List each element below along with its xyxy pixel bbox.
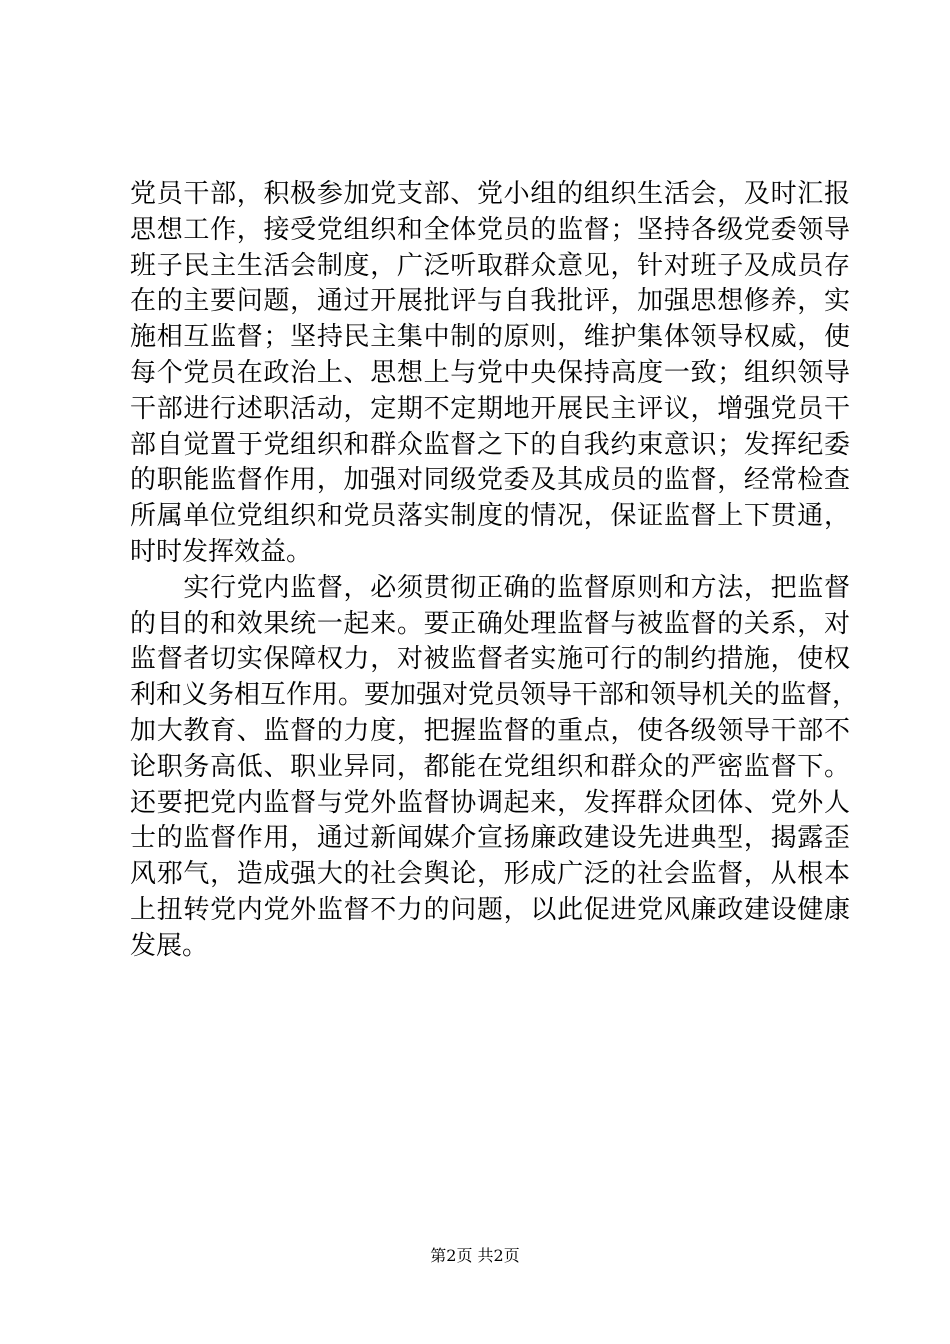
- text-line: 班子民主生活会制度，广泛听取群众意见，针对班子及成员存: [130, 250, 850, 281]
- text-line: 发展。: [130, 930, 209, 961]
- text-line: 论职务高低、职业异同，都能在党组织和群众的严密监督下。: [130, 751, 850, 782]
- text-line: 时时发挥效益。: [130, 536, 313, 567]
- text-line: 风邪气，造成强大的社会舆论，形成广泛的社会监督，从根本: [130, 859, 850, 890]
- page-footer: 第2页 共2页: [430, 1246, 520, 1265]
- text-line: 还要把党内监督与党外监督协调起来，发挥群众团体、党外人: [130, 787, 850, 818]
- text-line: 加大教育、监督的力度，把握监督的重点，使各级领导干部不: [130, 715, 850, 746]
- text-line: 监督者切实保障权力，对被监督者实施可行的制约措施，使权: [130, 644, 850, 675]
- text-line: 每个党员在政治上、思想上与党中央保持高度一致；组织领导: [130, 357, 850, 388]
- text-line: 利和义务相互作用。要加强对党员领导干部和领导机关的监督，: [130, 680, 859, 711]
- body-text: [130, 177, 859, 965]
- text-line: 的目的和效果统一起来。要正确处理监督与被监督的关系，对: [130, 608, 850, 639]
- text-line: 部自觉置于党组织和群众监督之下的自我约束意识；发挥纪委: [130, 429, 850, 460]
- text-line: 思想工作，接受党组织和全体党员的监督；坚持各级党委领导: [130, 214, 850, 245]
- text-line: 实行党内监督，必须贯彻正确的监督原则和方法，把监督: [130, 572, 850, 603]
- text-line: 所属单位党组织和党员落实制度的情况，保证监督上下贯通，: [130, 501, 850, 532]
- paragraph: [130, 177, 850, 571]
- text-line: 施相互监督；坚持民主集中制的原则，维护集体领导权威，使: [130, 322, 850, 353]
- text-line: 的职能监督作用，加强对同级党委及其成员的监督，经常检查: [130, 465, 850, 496]
- text-line: 士的监督作用，通过新闻媒介宣扬廉政建设先进典型，揭露歪: [130, 823, 850, 854]
- text-line: 党员干部，积极参加党支部、党小组的组织生活会，及时汇报: [130, 179, 850, 209]
- text-line: 上扭转党内党外监督不力的问题，以此促进党风廉政建设健康: [130, 894, 850, 925]
- text-line: 在的主要问题，通过开展批评与自我批评，加强思想修养，实: [130, 286, 850, 317]
- paragraph: [130, 571, 859, 965]
- text-line: 干部进行述职活动，定期不定期地开展民主评议，增强党员干: [130, 393, 850, 424]
